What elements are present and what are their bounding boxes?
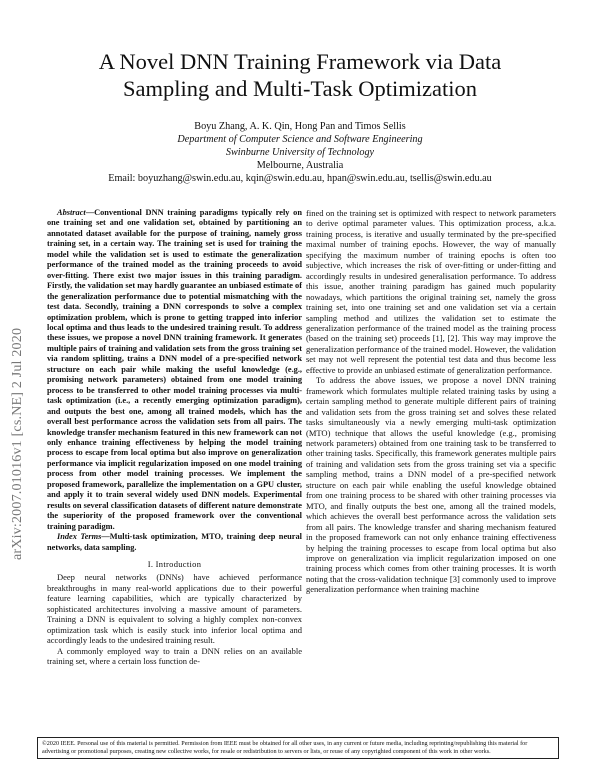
left-column: [47, 208, 302, 666]
title-line-2: Sampling and Multi-Task Optimization: [122, 76, 477, 101]
author-block: [40, 120, 560, 185]
location: Melbourne, Australia: [256, 160, 344, 171]
abstract-label: Abstract: [57, 208, 86, 217]
right-column: [306, 208, 556, 595]
section-heading: I. Introduction: [147, 558, 202, 569]
university: Swinburne University of Technology: [225, 147, 375, 158]
title-line-1: A Novel DNN Training Framework via Data: [98, 49, 502, 74]
abstract: [47, 208, 302, 532]
right-paragraph-1: fined on the training set is optimized with respect to network parameters to derive optimal parameter values. This optimization process, a.k.a. training process, is iterative and usually terminated by the pre-specified maximal number of training epochs. However, the way of manually specifying the maximum number of training epochs is often too subjective, which increases the risk of over-fitting or under-fitting and accordingly results in undesired generalisation performance. To address this issue, another training paradigm has gained much popularity nowadays, which partitions the original training set, namely the gross training set, into one training set and one validation set via a certain sampling method and utilizes the validation set to estimate the generalization performance of the trained model as the training process (based on the training set) proceeds [1], [2]. This way may improve the generalization performance of the trained model. However, the validation set may not well represent the potential test data and thus become less effective to provide an unbiased estimate of generalization performance.: [306, 208, 556, 375]
arxiv-stamp: arXiv:2007.01016v1 [cs.NE] 2 Jul 2020: [10, 327, 25, 560]
index-terms: [47, 532, 302, 553]
right-paragraph-2: To address the above issues, we propose a novel DNN training framework which formulates multiple related training tasks by using a certain sampling method to generate multiple different pairs of training and validation sets from the gross training set and solves these related tasks simultaneously via a newly emerging multi-task optimization (MTO) technique that allows the useful knowledge (e.g., promising network parameters) obtained from one training task to be transferred to other training tasks. Specifically, this framework generates multiple pairs of training and validation sets from the gross training set via a specific sampling method, trains a DNN model of a pre-specified network structure on each pair while enabling the useful knowledge obtained from one training process to be shared with other training processes via MTO, and finally outputs the best one, among all the trained models, which achieves the overall best performance across the validation sets from all pairs. The knowledge transfer and sharing mechanism featured in the proposed framework can not only enhance training effectiveness by helping the training processes to escape from local optima but also improve on generalization via implicit regularization imposed on one training process which comes from other training processes. It is worth noting that the cross-validation technique [3] commonly used to improve generalization performance when training machine: [306, 375, 556, 595]
author-names: Boyu Zhang, A. K. Qin, Hong Pan and Timos Sellis: [194, 121, 406, 132]
paper-title: [40, 48, 560, 102]
intro-paragraph-2: A commonly employed way to train a DNN relies on an available training set, where a certain loss function de-: [47, 645, 302, 667]
department: Department of Computer Science and Software Engineering: [177, 134, 423, 145]
email-line: Email: boyuzhang@swin.edu.au, kqin@swin.edu.au, hpan@swin.edu.au, tsellis@swin.edu.au: [108, 173, 492, 184]
index-terms-body: —Multi-task optimization, MTO, training deep neural networks, data sampling.: [47, 532, 302, 552]
intro-paragraph-1: Deep neural networks (DNNs) have achieved performance breakthroughs in many real-world applications due to their powerful feature learning capabilities, which are typically characterized by sophisticated architectures involving a massive amount of parameters. Training a DNN is equivalent to solving a highly complex non-convex optimization task which is easily stuck into inferior local optima and accordingly leads to the undesired training result.: [47, 572, 302, 646]
abstract-body: —Conventional DNN training paradigms typically rely on one training set and one validation set, obtained by partitioning an annotated dataset available for the purpose of training, namely gross training set, in a certain way. The training set is used for training the model while the validation set is used to estimate the generalization performance of the trained model as the training proceeds to avoid over-fitting. There exist two major issues in this training paradigm. Firstly, the validation set may hardly guarantee an unbiased estimate of the generalization performance due to potential mismatching with the test data. Secondly, training a DNN corresponds to solve a complex optimization problem, which is prone to getting trapped into inferior local optima and thus leads to the undesired training result. To address these issues, we propose a novel DNN training framework. It generates multiple pairs of training and validation sets from the gross training set via random splitting, trains a DNN model of a pre-specified network structure on each pair while making the useful knowledge (e.g., promising network parameters) obtained from one model training process to be transferred to other model training processes via multi-task optimization (i.e., a recently emerging optimization paradigm), and outputs the best one, among all trained models, which has the overall best performance across the validation sets from all pairs. The knowledge transfer mechanism featured in this new framework can not only enhance training effectiveness by helping the model training process to escape from local optima but also improve on generalization performance via implicit regularization imposed on one model training process from other model training processes. We implement the proposed framework, parallelize the implementation on a GPU cluster, and apply it to train several widely used DNN models. Experimental results on several classification datasets of different nature demonstrate the superiority of the proposed framework over the conventional training paradigm.: [47, 208, 302, 531]
copyright-footer: ©2020 IEEE. Personal use of this material is permitted. Permission from IEEE must be obtained for all other uses, in any current or future media, including reprinting/republishing this material for advertising or promotional purposes, creating new collective works, for resale or redistribution to servers or lists, or reuse of any copyrighted component of this work in other works.: [37, 737, 559, 759]
index-terms-label: Index Terms: [57, 532, 102, 542]
